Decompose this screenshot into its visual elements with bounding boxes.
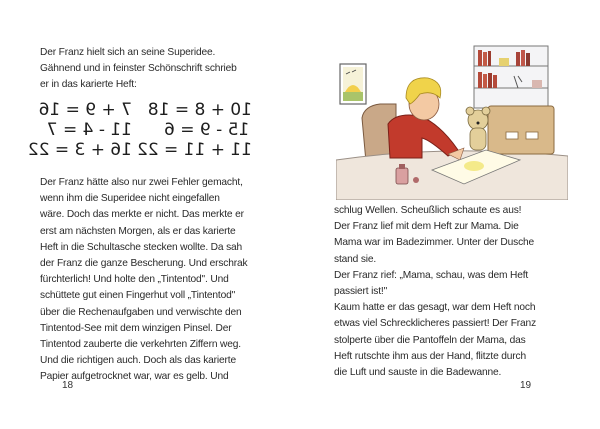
text-line: Heft rutschte ihm aus der Hand, flitzte durch: [334, 350, 526, 362]
equation: 11 + 11 = 22: [137, 140, 252, 160]
text-line: über die Rechenaufgaben und verwischte den: [40, 306, 242, 318]
boy-writing-at-desk-illustration: [336, 32, 568, 200]
text-line: Und die richtigen auch. Doch als das karierte: [40, 355, 236, 367]
teddy-bear-icon: [466, 107, 490, 150]
equation: 7 + 9 = 16: [38, 100, 132, 120]
text-line: Der Franz hielt sich an seine Superidee.: [40, 47, 216, 58]
text-line: Der Franz rief: „Mama, schau, was dem Heft: [334, 269, 529, 281]
mirrored-equations-left: [27, 100, 132, 160]
text-line: wäre. Doch das merkte er nicht. Das merkte er: [40, 209, 244, 221]
equation: 16 + 3 = 22: [27, 140, 132, 160]
wall-picture-icon: [340, 64, 366, 104]
text-line: Kaum hatte er das gesagt, war dem Heft noch: [334, 302, 536, 314]
text-line: der Franz die ganze Bescherung. Und erschrak: [40, 257, 248, 269]
text-line: Heft in die Schultasche stecken wollte. Da sah: [40, 241, 243, 253]
text-line: schüttete gut einen Fingerhut voll „Tintentod": [40, 290, 236, 302]
text-line: schlug Wellen. Scheußlich schaute es aus!: [334, 205, 522, 216]
right-page: [300, 0, 600, 429]
text-line: etwas viel Schrecklicheres passiert! Der Franz: [334, 318, 537, 330]
text-line: stand sie.: [334, 253, 377, 265]
equation: 15 - 9 = 6: [164, 120, 250, 140]
text-line: wenn ihm die Superidee nicht eingefallen: [40, 193, 220, 205]
text-line: die Luft und sauste in die Badewanne.: [334, 366, 502, 378]
text-line: Der Franz lief mit dem Heft zur Mama. Die: [334, 221, 519, 233]
text-line: Papier aufgetrocknet war, war es gelb. Und: [40, 371, 229, 383]
text-line: er in das karierte Heft:: [40, 79, 137, 91]
text-line: Mama war im Badezimmer. Unter der Dusche: [334, 237, 535, 249]
text-line: Tintentod zauberte die verkehrten Ziffern weg.: [40, 338, 241, 350]
equation: 10 + 8 = 18: [147, 100, 252, 120]
schoolbag-icon: [488, 106, 554, 154]
text-line: stolperte über die Pantoffeln der Mama, das: [334, 334, 526, 346]
body-paragraph: [334, 203, 536, 381]
page-number: 18: [62, 380, 74, 391]
bookshelf-icon: [474, 46, 548, 108]
text-line: Tintentod-See mit dem winzigen Pinsel. Der: [40, 322, 232, 334]
text-line: Der Franz hätte also nur zwei Fehler gemacht,: [40, 177, 243, 188]
equation: 11 - 4 = 7: [46, 120, 132, 140]
page-number: 19: [520, 380, 532, 391]
text-line: fürchterlich! Und holte den „Tintentod". Und: [40, 274, 229, 286]
body-paragraph: [40, 175, 247, 385]
text-line: erst am nächsten Morgen, als er das karierte: [40, 225, 236, 237]
text-line: Gähnend und in feinster Schönschrift schrieb: [40, 63, 237, 75]
intro-paragraph: [40, 45, 237, 94]
boy-icon: [388, 78, 464, 160]
mirrored-equations-right: [137, 100, 252, 160]
text-line: passiert ist!": [334, 285, 388, 297]
